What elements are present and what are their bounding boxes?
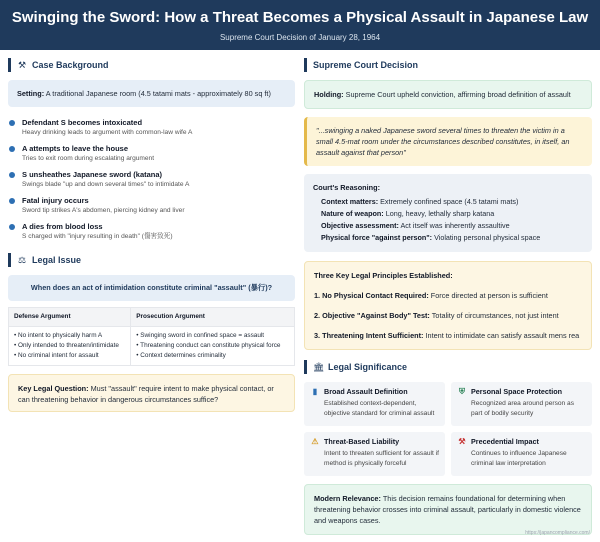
reasoning-box — [304, 174, 592, 252]
scale-icon: ⚖ — [17, 254, 27, 265]
institution-icon: 🏛 — [313, 361, 325, 372]
timeline-dot — [9, 120, 15, 126]
page-subtitle: Supreme Court Decision of January 28, 1964 — [219, 33, 381, 42]
arguments-table — [8, 307, 295, 366]
timeline-event: Defendant S becomes intoxicated Heavy drinking leads to argument with common-law wife A — [8, 117, 295, 143]
court-quote: "...swinging a naked Japanese sword several times to threaten the victim in a small 4.5-mat room under the circumstances described constitutes, in itself, an assault against that person" — [304, 117, 592, 166]
principle-item: 3. Threatening Intent Sufficient: Intent to intimidate can satisfy assault mens rea — [314, 331, 580, 340]
significance-card: ▮ Broad Assault Definition Established context-dependent, objective standard for criminal assault — [304, 382, 445, 426]
gavel-icon: ⚒ — [17, 59, 27, 70]
timeline-event: Fatal injury occurs Sword tip strikes A's abdomen, piercing kidney and liver — [8, 195, 295, 221]
principle-item: 2. Objective "Against Body" Test: Totality of circumstances, not just intent — [314, 311, 559, 320]
defense-header: Defense Argument — [9, 308, 131, 327]
timeline-dot — [9, 224, 15, 230]
setting-label: Setting: — [17, 89, 45, 98]
defense-points: • No intent to physically harm A • Only intended to threaten/intimidate • No criminal intent for assault — [9, 327, 131, 366]
left-column — [8, 58, 295, 412]
significance-card: ⚒ Precedential Impact Continues to influence Japanese criminal law interpretation — [451, 432, 592, 476]
legal-issue-heading: ⚖ Legal Issue — [8, 253, 295, 267]
timeline-event: S unsheathes Japanese sword (katana) Swings blade "up and down several times" to intimidate A — [8, 169, 295, 195]
key-question-box: Key Legal Question: Must "assault" require intent to make physical contact, or can threatening behavior in dangerous circumstances suffice? — [8, 374, 295, 412]
gavel-icon: ⚒ — [458, 437, 466, 446]
reasoning-item: Objective assessment: Act itself was inherently assaultive — [321, 221, 510, 230]
reasoning-item: Physical force "against person": Violating personal physical space — [321, 233, 541, 242]
timeline-dot — [9, 172, 15, 178]
principles-title: Three Key Legal Principles Established: — [314, 271, 453, 280]
prosecution-points: • Swinging sword in confined space = assault • Threatening conduct can constitute physical force • Context determines criminality — [131, 327, 295, 366]
timeline-event: A attempts to leave the house Tries to exit room during escalating argument — [8, 143, 295, 169]
timeline-event: A dies from blood loss S charged with "injury resulting in death" (傷害致死) — [8, 221, 295, 247]
page-title: Swinging the Sword: How a Threat Becomes a Physical Assault in Japanese Law — [11, 9, 589, 26]
supreme-court-heading: Supreme Court Decision — [304, 58, 592, 72]
reasoning-title: Court's Reasoning: — [313, 183, 381, 192]
case-background-heading: ⚒ Case Background — [8, 58, 295, 72]
legal-question: When does an act of intimidation constitute criminal "assault" (暴行)? — [8, 275, 295, 301]
timeline-dot — [9, 146, 15, 152]
holding-box: Holding: Supreme Court upheld conviction, affirming broad definition of assault — [304, 80, 592, 109]
setting-text: A traditional Japanese room (4.5 tatami mats - approximately 80 sq ft) — [45, 89, 271, 98]
principle-item: 1. No Physical Contact Required: Force directed at person is sufficient — [314, 291, 548, 300]
modern-relevance-box: Modern Relevance: This decision remains foundational for determining when threatening behavior crosses into criminal assault, particularly in domestic violence and weapons cases. — [304, 484, 592, 535]
principles-box — [304, 261, 592, 350]
timeline-dot — [9, 198, 15, 204]
warning-icon: ⚠ — [311, 437, 319, 446]
shield-icon: ⛨ — [459, 387, 465, 396]
event-timeline — [8, 117, 295, 247]
significance-card: ⛨ Personal Space Protection Recognized area around person as part of bodily security — [451, 382, 592, 426]
footer-url: https://japancompliance.com/ — [525, 530, 590, 536]
significance-grid — [304, 382, 592, 476]
significance-card: ⚠ Threat-Based Liability Intent to threaten sufficient for assault if method is physically forceful — [304, 432, 445, 476]
reasoning-item: Context matters: Extremely confined space (4.5 tatami mats) — [321, 197, 519, 206]
page-header — [0, 0, 600, 50]
setting-box — [8, 80, 295, 107]
right-column — [304, 58, 592, 535]
prosecution-header: Prosecution Argument — [131, 308, 295, 327]
reasoning-item: Nature of weapon: Long, heavy, lethally sharp katana — [321, 209, 495, 218]
legal-significance-heading: 🏛 Legal Significance — [304, 360, 592, 374]
book-icon: ▮ — [312, 387, 318, 396]
